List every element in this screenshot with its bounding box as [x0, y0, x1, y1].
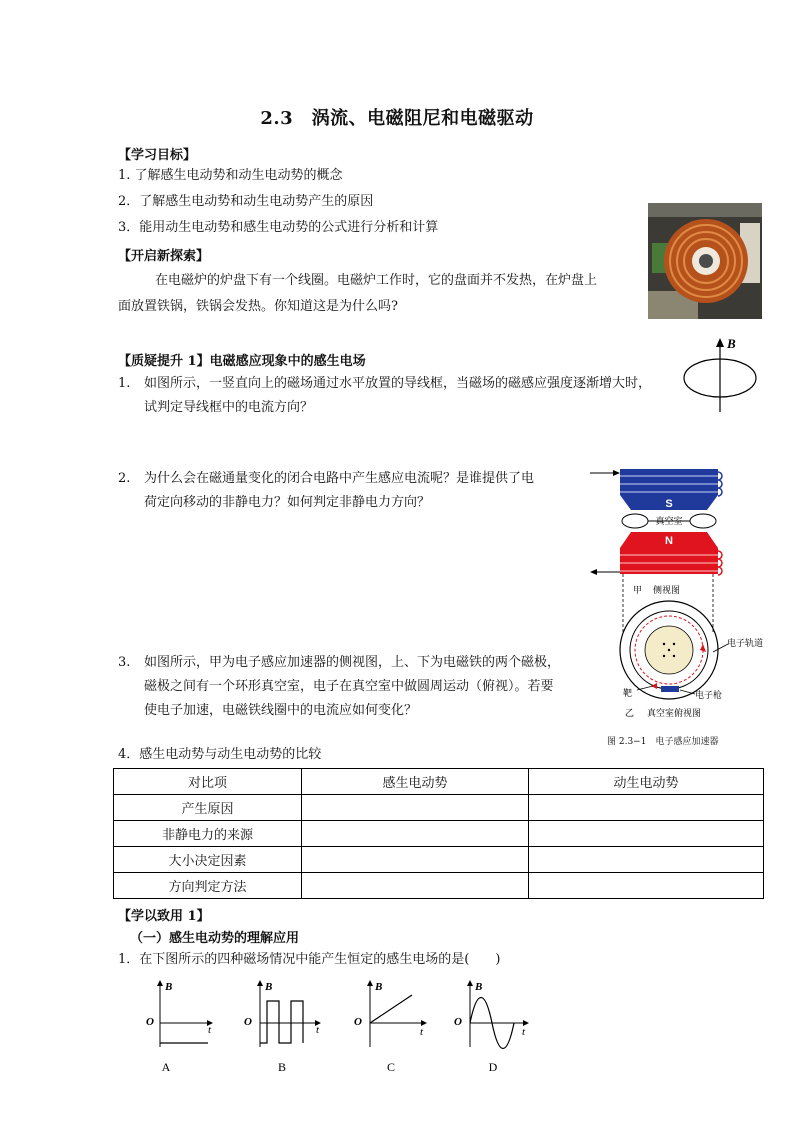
n-pole-magnet	[620, 532, 722, 575]
jia-label: 甲	[633, 586, 643, 596]
table-row	[114, 795, 764, 821]
svg-text:t: t	[420, 1026, 424, 1038]
objective-3: 3．能用动生电动势和感生电动势的公式进行分析和计算	[118, 220, 439, 235]
explore-line-2: 面放置铁锅，铁锅会发热。你知道这是为什么吗?	[118, 299, 398, 314]
explore-line-1: 在电磁炉的炉盘下有一个线圈。电磁炉工作时，它的盘面并不发热，在炉盘上	[155, 273, 598, 288]
svg-text:O: O	[244, 1016, 252, 1028]
apply-question: 1．在下图所示的四种磁场情况中能产生恒定的感生电场的是( )	[118, 952, 501, 967]
table-cell-blank[interactable]	[529, 847, 764, 873]
apply-subheading: （一）感生电动势的理解应用	[130, 931, 300, 946]
field-loop-figure	[680, 332, 770, 422]
svg-text:B: B	[165, 981, 173, 993]
gun-label: 电子枪	[695, 691, 723, 701]
electron-accelerator-figure	[585, 462, 775, 727]
q1-item-3-num: 3.	[118, 655, 131, 670]
objectives-heading: 【学习目标】	[118, 148, 197, 163]
table-row	[114, 873, 764, 899]
vacuum-label: 真空室	[655, 517, 683, 527]
header-motional: 动生电动势	[529, 769, 764, 795]
header-induced: 感生电动势	[302, 769, 529, 795]
accelerator-caption: 图 2.3−1 电子感应加速器	[607, 737, 719, 747]
svg-text:t: t	[316, 1024, 320, 1036]
apply-heading: 【学以致用 1】	[118, 909, 210, 924]
row-label: 产生原因	[114, 795, 302, 821]
objective-1: 1. 了解感生电动势和动生电动势的概念	[118, 168, 343, 183]
q1-item-3-line-2: 磁极之间有一个环形真空室，电子在真空室中做圆周运动（俯视）。若要	[144, 679, 554, 694]
table-cell-blank[interactable]	[529, 821, 764, 847]
n-label: N	[665, 535, 673, 547]
q1-item-1-line-1: 如图所示，一竖直向上的磁场通过水平放置的导线框，当磁场的磁感应强度逐渐增大时，	[144, 376, 652, 391]
s-pole-magnet	[620, 469, 722, 510]
header-item: 对比项	[114, 769, 302, 795]
svg-text:B: B	[265, 981, 273, 993]
row-label: 大小决定因素	[114, 847, 302, 873]
row-label: 方向判定方法	[114, 873, 302, 899]
yi-label: 乙	[625, 709, 635, 719]
table-cell-blank[interactable]	[302, 821, 529, 847]
graph-a-label: A	[161, 1060, 171, 1074]
graph-c	[354, 981, 426, 1074]
table-cell-blank[interactable]	[302, 847, 529, 873]
top-view-label: 真空室俯视图	[647, 709, 702, 719]
svg-text:O: O	[354, 1016, 362, 1028]
graph-b	[244, 981, 320, 1074]
field-b-label: B	[727, 336, 736, 351]
s-label: S	[665, 498, 673, 510]
svg-text:O: O	[454, 1016, 462, 1028]
svg-text:t: t	[522, 1026, 526, 1038]
table-cell-blank[interactable]	[302, 873, 529, 899]
comparison-table	[113, 768, 764, 899]
table-cell-blank[interactable]	[302, 795, 529, 821]
svg-text:O: O	[146, 1016, 154, 1028]
graph-c-label: C	[386, 1060, 396, 1074]
explore-heading: 【开启新探索】	[118, 249, 210, 264]
page-title: 2.3 涡流、电磁阻尼和电磁驱动	[260, 108, 534, 129]
q1-item-2-num: 2.	[118, 471, 131, 486]
table-cell-blank[interactable]	[529, 873, 764, 899]
orbit-label: 电子轨道	[727, 639, 764, 649]
graph-d-label: D	[488, 1060, 498, 1074]
objective-2: 2．了解感生电动势和动生电动势产生的原因	[118, 194, 374, 209]
compare-title: 4．感生电动势与动生电动势的比较	[118, 747, 322, 762]
table-header-row	[114, 769, 764, 795]
svg-text:t: t	[208, 1024, 212, 1036]
table-cell-blank[interactable]	[529, 795, 764, 821]
table-row	[114, 847, 764, 873]
graph-d	[454, 981, 528, 1074]
bt-graphs	[130, 975, 550, 1080]
graph-b-label: B	[277, 1060, 287, 1074]
row-label: 非静电力的来源	[114, 821, 302, 847]
target-label: 靶	[623, 689, 633, 699]
side-view-label: 侧视图	[653, 586, 681, 596]
q1-heading: 【质疑提升 1】电磁感应现象中的感生电场	[118, 354, 366, 369]
q1-item-3-line-1: 如图所示，甲为电子感应加速器的侧视图，上、下为电磁铁的两个磁极，	[144, 655, 561, 670]
svg-text:B: B	[375, 981, 383, 993]
svg-text:B: B	[475, 981, 483, 993]
q1-item-3-line-3: 使电子加速，电磁铁线圈中的电流应如何变化？	[144, 703, 418, 718]
q1-item-1-line-2: 试判定导线框中的电流方向？	[144, 400, 314, 415]
q1-item-1-num: 1.	[118, 376, 131, 391]
q1-item-2-line-2: 荷定向移动的非静电力？如何判定非静电力方向？	[144, 495, 431, 510]
graph-a	[146, 981, 212, 1074]
q1-item-2-line-1: 为什么会在磁通量变化的闭合电路中产生感应电流呢？是谁提供了电	[144, 471, 535, 486]
induction-coil-photo	[648, 203, 762, 319]
table-row	[114, 821, 764, 847]
